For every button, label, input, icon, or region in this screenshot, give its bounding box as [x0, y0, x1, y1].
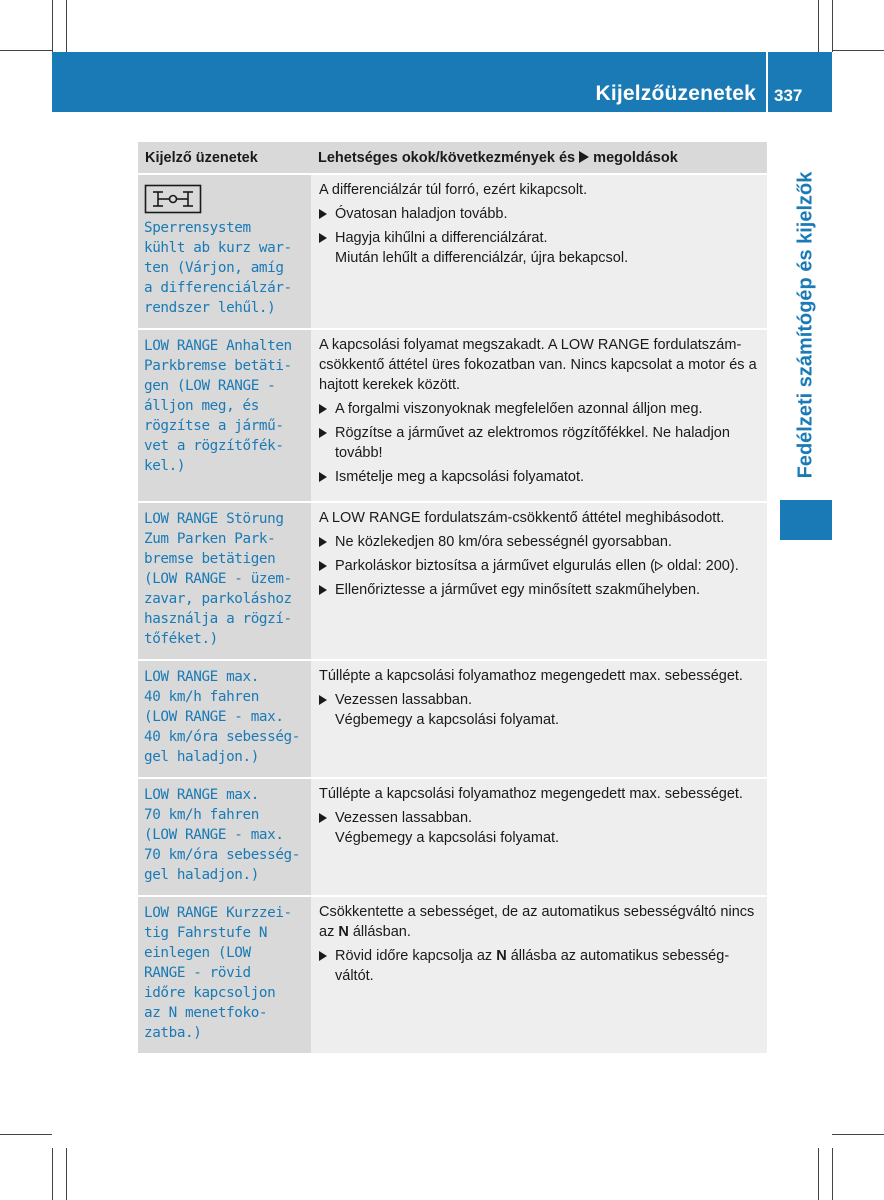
solution-step: Rövid időre kapcsolja az N állásba az automatikus sebesség-váltót. [319, 946, 761, 986]
crop-mark [818, 1148, 819, 1200]
differential-lock-icon [144, 184, 202, 214]
solution-step: A forgalmi viszonyoknak megfelelően azonnal álljon meg. [319, 399, 761, 419]
message-cell [138, 660, 311, 778]
section-side-label: Fedélzeti számítógép és kijelzők [794, 171, 817, 479]
column-header-solutions-prefix: Lehetséges okok/következmények és [318, 150, 576, 166]
crop-mark [0, 50, 52, 51]
step-note: Végbemegy a kapcsolási folyamat. [335, 712, 560, 728]
message-cell [138, 174, 311, 329]
cause-text: A LOW RANGE fordulatszám-csökkentő áttétel meghibásodott. [319, 510, 725, 526]
cause-text: Csökkentette a sebességet, de az automatikus sebességváltó nincs az N állásban. [319, 904, 755, 940]
solution-step: Rögzítse a járművet az elektromos rögzítőfékkel. Ne haladjon tovább! [319, 423, 761, 463]
display-messages-table [138, 142, 767, 1055]
solution-cell [311, 502, 767, 660]
solution-cell [311, 329, 767, 502]
solution-cell [311, 896, 767, 1054]
display-message-text: LOW RANGE max. 40 km/h fahren (LOW RANGE - max. 40 km/óra sebesség- gel haladjon.) [144, 669, 300, 765]
table-header-row [138, 142, 767, 174]
step-arrow-icon [319, 209, 327, 219]
message-cell [138, 896, 311, 1054]
table-row [138, 660, 767, 778]
step-arrow-icon [319, 537, 327, 547]
crop-mark [832, 1134, 884, 1135]
table-row [138, 502, 767, 660]
step-arrow-icon [319, 561, 327, 571]
table-row [138, 896, 767, 1054]
cause-text: A kapcsolási folyamat megszakadt. A LOW RANGE fordulatszám-csökkentő áttétel üres fokozatban van. Nincs kapcsolat a motor és a hajtott kerekek között. [319, 337, 757, 393]
display-message-text: LOW RANGE Anhalten Parkbremse betäti- gen (LOW RANGE - álljon meg, és rögzítse a jármű- vet a rögzítőfék- kel.) [144, 338, 292, 474]
header-divider [766, 52, 768, 112]
cause-text: Túllépte a kapcsolási folyamathoz megengedett max. sebességet. [319, 786, 743, 802]
cause-text: A differenciálzár túl forró, ezért kikapcsolt. [319, 182, 588, 198]
step-arrow-icon [319, 472, 327, 482]
column-header-messages: Kijelző üzenetek [138, 142, 311, 174]
message-cell [138, 329, 311, 502]
solution-step: Parkoláskor biztosítsa a járművet elgurulás ellen ( oldal: 200). [319, 556, 761, 576]
crop-mark [66, 0, 67, 52]
message-cell [138, 502, 311, 660]
step-note: Miután lehűlt a differenciálzár, újra bekapcsol. [335, 250, 629, 266]
page-title: Kijelzőüzenetek [595, 82, 756, 105]
crop-mark [832, 0, 833, 52]
solution-cell [311, 660, 767, 778]
solution-step: Ellenőriztesse a járművet egy minősített szakműhelyben. [319, 580, 761, 600]
page-reference-text[interactable]: oldal: 200). [662, 558, 739, 574]
step-arrow-icon [319, 585, 327, 595]
column-header-solutions-suffix: megoldások [593, 150, 678, 166]
page-reference-icon [655, 561, 663, 571]
step-arrow-icon [319, 951, 327, 961]
table-row [138, 329, 767, 502]
step-arrow-icon [319, 404, 327, 414]
display-message-text: LOW RANGE Kurzzei- tig Fahrstufe N einlegen (LOW RANGE - rövid időre kapcsoljon az N menetfoko- zatba.) [144, 905, 292, 1041]
page-number: 337 [774, 86, 803, 105]
crop-mark [832, 1148, 833, 1200]
step-arrow-icon [319, 233, 327, 243]
solution-step: Ne közlekedjen 80 km/óra sebességnél gyorsabban. [319, 532, 761, 552]
crop-mark [52, 1148, 53, 1200]
table-row [138, 174, 767, 329]
table-row [138, 778, 767, 896]
crop-mark [832, 50, 884, 51]
crop-mark [52, 0, 53, 52]
solution-cell [311, 174, 767, 329]
crop-mark [66, 1148, 67, 1200]
solution-step: Vezessen lassabban. [319, 690, 761, 710]
step-arrow-icon [319, 428, 327, 438]
display-message-text: LOW RANGE max. 70 km/h fahren (LOW RANGE - max. 70 km/óra sebesség- gel haladjon.) [144, 787, 300, 883]
solution-step: Hagyja kihűlni a differenciálzárat. [319, 228, 761, 248]
message-cell [138, 778, 311, 896]
step-note: Végbemegy a kapcsolási folyamat. [335, 830, 560, 846]
section-side-tab [780, 500, 832, 540]
display-message-text: LOW RANGE Störung Zum Parken Park- bremse betätigen (LOW RANGE - üzem- zavar, parkoláshoz használja a rögzí- tőféket.) [144, 511, 292, 647]
column-header-solutions [311, 142, 767, 174]
solution-step: Ismételje meg a kapcsolási folyamatot. [319, 467, 761, 487]
solution-step: Vezessen lassabban. [319, 808, 761, 828]
solution-step: Óvatosan haladjon tovább. [319, 204, 761, 224]
solution-cell [311, 778, 767, 896]
step-arrow-icon [319, 695, 327, 705]
crop-mark [818, 0, 819, 52]
arrow-right-icon [579, 151, 589, 163]
step-arrow-icon [319, 813, 327, 823]
cause-text: Túllépte a kapcsolási folyamathoz megengedett max. sebességet. [319, 668, 743, 684]
crop-mark [0, 1134, 52, 1135]
display-message-text: Sperrensystem kühlt ab kurz war- ten (Várjon, amíg a differenciálzár- rendszer lehűl.) [144, 220, 292, 316]
